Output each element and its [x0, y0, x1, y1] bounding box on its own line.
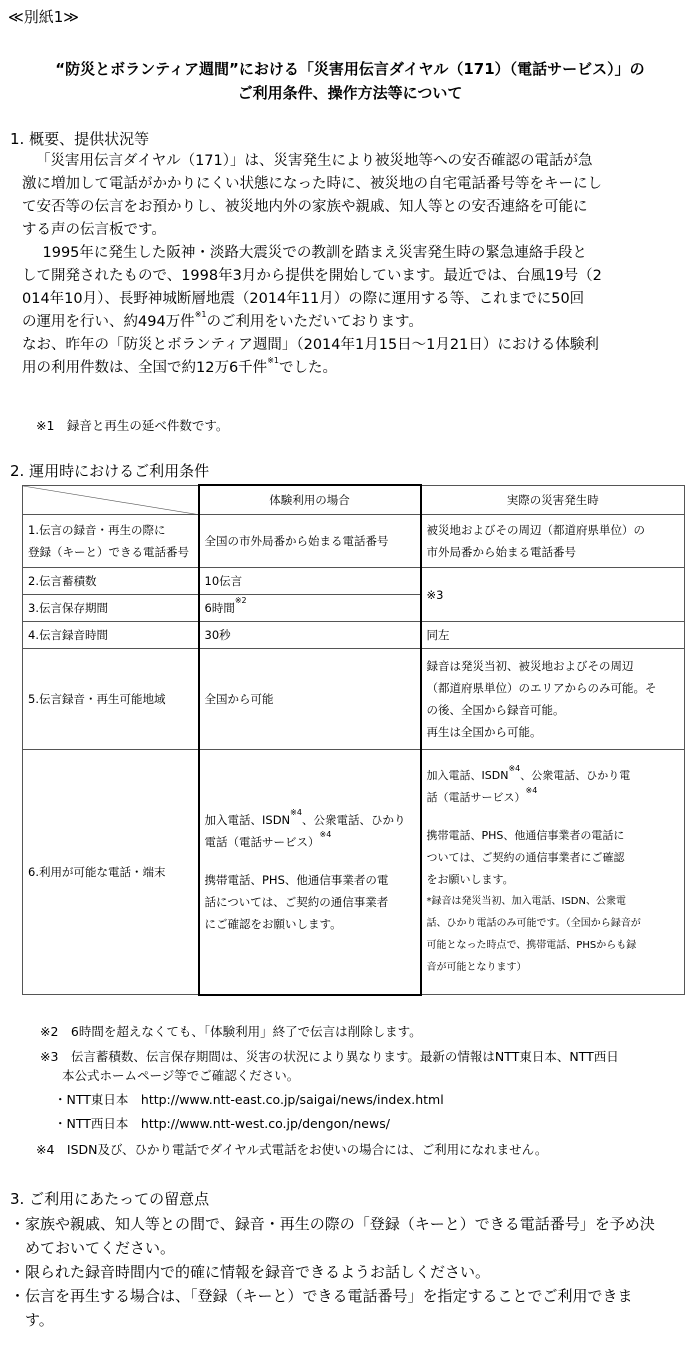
footnote-ref: ※4 [290, 807, 302, 817]
table-row [23, 622, 685, 649]
trial-cell [199, 595, 421, 622]
ntt-west-link[interactable]: ・NTT西日本 http://www.ntt-west.co.jp/dengon/news/ [54, 1116, 390, 1131]
bullet-item: ・家族や親戚、知人等との間で、録音・再生の際の「登録（キーと）できる電話番号」を予め決 [10, 1215, 655, 1233]
footnote-ref: ※1 [194, 310, 207, 319]
trial-line: 話については、ご契約の通信事業者 [204, 894, 389, 909]
actual-cell [421, 515, 685, 568]
footnote-2: ※2 6時間を超えなくても、「体験利用」終了で伝言は削除します。 [40, 1024, 422, 1039]
footnote-1: ※1 録音と再生の延べ件数です。 [36, 418, 229, 433]
table-row [23, 515, 685, 568]
footnote-4: ※4 ISDN及び、ひかり電話でダイヤル式電話をお使いの場合には、ご利用になれません。 [36, 1142, 548, 1157]
table-row [23, 649, 685, 750]
annex-label: ≪別紙1≫ [8, 8, 79, 26]
actual-line: 被災地およびその周辺（都道府県単位）の [426, 523, 645, 537]
trial-line: にご確認をお願いします。 [204, 916, 342, 931]
actual-cell: 同左 [421, 622, 685, 649]
footnote-3: ※3 伝言蓄積数、伝言保存期間は、災害の状況により異なります。最新の情報はNTT東日本、NTT西日 [40, 1049, 619, 1064]
trial-cell: 10伝言 [199, 568, 421, 595]
table-header-row [23, 485, 685, 515]
trial-cell [199, 750, 421, 995]
actual-text: 、公衆電話、ひかり電 [520, 769, 631, 782]
trial-cell: 30秒 [199, 622, 421, 649]
actual-line: の後、全国から録音可能。 [426, 703, 565, 717]
conditions-table [22, 484, 685, 996]
actual-line: 可能となった時点で、携帯電話、PHSからも録 [426, 940, 637, 951]
section1-line: 激に増加して電話がかかりにくい状態になった時に、被災地の自宅電話番号等をキーにし [22, 176, 602, 192]
actual-line: 再生は全国から可能。 [426, 725, 542, 739]
ntt-east-link[interactable]: ・NTT東日本 http://www.ntt-east.co.jp/saigai/news/index.html [54, 1092, 444, 1107]
row-label-line: 1.伝言の録音・再生の際に [28, 523, 166, 537]
bullet-item-cont: す。 [10, 1311, 54, 1329]
section1-line: 014年10月）、長野神城断層地震（2014年11月）の際に運用する等、これまでに50回 [22, 291, 585, 307]
actual-line: 市外局番から始まる電話番号 [426, 545, 576, 559]
actual-line: をお願いします。 [426, 873, 514, 886]
actual-text: 話（電話サービス） [426, 791, 526, 804]
document-title-line1: “防災とボランティア週間”における「災害用伝言ダイヤル（171）（電話サービス）」の [55, 60, 645, 78]
section1-line: て安否等の伝言をお預かりし、被災地内外の家族や親戚、知人等との安否連絡を可能に [22, 199, 588, 215]
trial-line: 携帯電話、PHS、他通信事業者の電 [204, 872, 389, 887]
row-label: 5.伝言録音・再生可能地域 [23, 649, 199, 750]
trial-cell: 全国から可能 [199, 649, 421, 750]
trial-line [205, 831, 415, 853]
actual-line [427, 765, 680, 787]
footnote-ref: ※4 [319, 829, 332, 839]
row-label: 4.伝言録音時間 [23, 622, 199, 649]
row-label: 6.利用が可能な電話・端末 [23, 750, 199, 995]
spacer [427, 809, 680, 825]
actual-line: 録音は発災当初、被災地およびその周辺 [426, 659, 634, 673]
section1-line: して開発されたもので、1998年3月から提供を開始しています。最近では、台風19号（2 [22, 268, 602, 284]
bullet-item: ・限られた録音時間内で的確に情報を録音できるようお話しください。 [10, 1263, 491, 1281]
actual-line: （都道府県単位）のエリアからのみ可能。そ [426, 681, 657, 695]
section1-line: する声の伝言板です。 [22, 222, 166, 238]
usage-count-text: の運用を行い、約494万件 [22, 314, 195, 330]
header-trial: 体験利用の場合 [199, 485, 421, 515]
section3-heading: 3. ご利用にあたっての留意点 [10, 1190, 210, 1208]
trial-tail-text: でした。 [278, 360, 337, 376]
footnote-3-cont: 本公式ホームページ等でご確認ください。 [62, 1068, 300, 1083]
row-label: 2.伝言蓄積数 [23, 568, 199, 595]
actual-line [427, 787, 680, 809]
section1-line: なお、昨年の「防災とボランティア週間」（2014年1月15日～1月21日）における体験利 [22, 337, 599, 353]
table-row [23, 750, 685, 995]
actual-line: ついては、ご契約の通信事業者にご確認 [426, 851, 625, 864]
spacer [205, 853, 415, 869]
row-label: 3.伝言保存期間 [23, 595, 199, 622]
footnote-ref: ※1 [267, 356, 279, 365]
row-label [23, 515, 199, 568]
footnote-ref: ※4 [525, 786, 538, 795]
trial-text: 、公衆電話、ひかり [301, 812, 406, 827]
trial-line [205, 809, 415, 831]
actual-text: 加入電話、ISDN [426, 769, 509, 782]
actual-line: *録音は発災当初、加入電話、ISDN、公衆電 [426, 896, 626, 907]
section1-line: 「災害用伝言ダイヤル（171）」は、災害発生により被災地等への安否確認の電話が急 [36, 153, 593, 169]
actual-line: 話、ひかり電話のみ可能です。（全国から録音が [426, 918, 641, 929]
trial-value: 6時間 [204, 601, 235, 615]
actual-cell: ※3 [421, 568, 685, 622]
section3-bullets [10, 1212, 655, 1332]
trial-text: 加入電話、ISDN [204, 812, 291, 827]
header-actual: 実際の災害発生時 [421, 485, 685, 515]
actual-cell [421, 649, 685, 750]
section1-line [22, 311, 602, 334]
trial-text: 電話（電話サービス） [204, 834, 320, 849]
section2-heading: 2. 運用時におけるご利用条件 [10, 462, 210, 480]
document-title-line2: ご利用条件、操作方法等について [237, 84, 463, 102]
actual-cell [421, 750, 685, 995]
table-corner-cell [23, 485, 199, 515]
table-row [23, 568, 685, 595]
section1-line: 1995年に発生した阪神・淡路大震災での教訓を踏まえ災害発生時の緊急連絡手段と [28, 245, 587, 261]
trial-cell: 全国の市外局番から始まる電話番号 [199, 515, 421, 568]
section1-line [22, 357, 602, 380]
bullet-item-cont: めておいてください。 [10, 1239, 176, 1257]
actual-line: 音が可能となります） [426, 962, 527, 973]
section1-body [22, 150, 602, 380]
footnote-ref: ※2 [234, 596, 247, 605]
row-label-line: 登録（キーと）できる電話番号 [28, 545, 189, 559]
section1-heading: 1. 概要、提供状況等 [10, 130, 150, 148]
actual-line: 携帯電話、PHS、他通信事業者の電話に [426, 829, 625, 842]
footnote-ref: ※4 [508, 764, 521, 773]
trial-count-text: 用の利用件数は、全国で約12万6千件 [22, 360, 268, 376]
bullet-item: ・伝言を再生する場合は、「登録（キーと）できる電話番号」を指定することでご利用できま [10, 1287, 633, 1305]
usage-tail-text: のご利用をいただいております。 [206, 314, 423, 330]
